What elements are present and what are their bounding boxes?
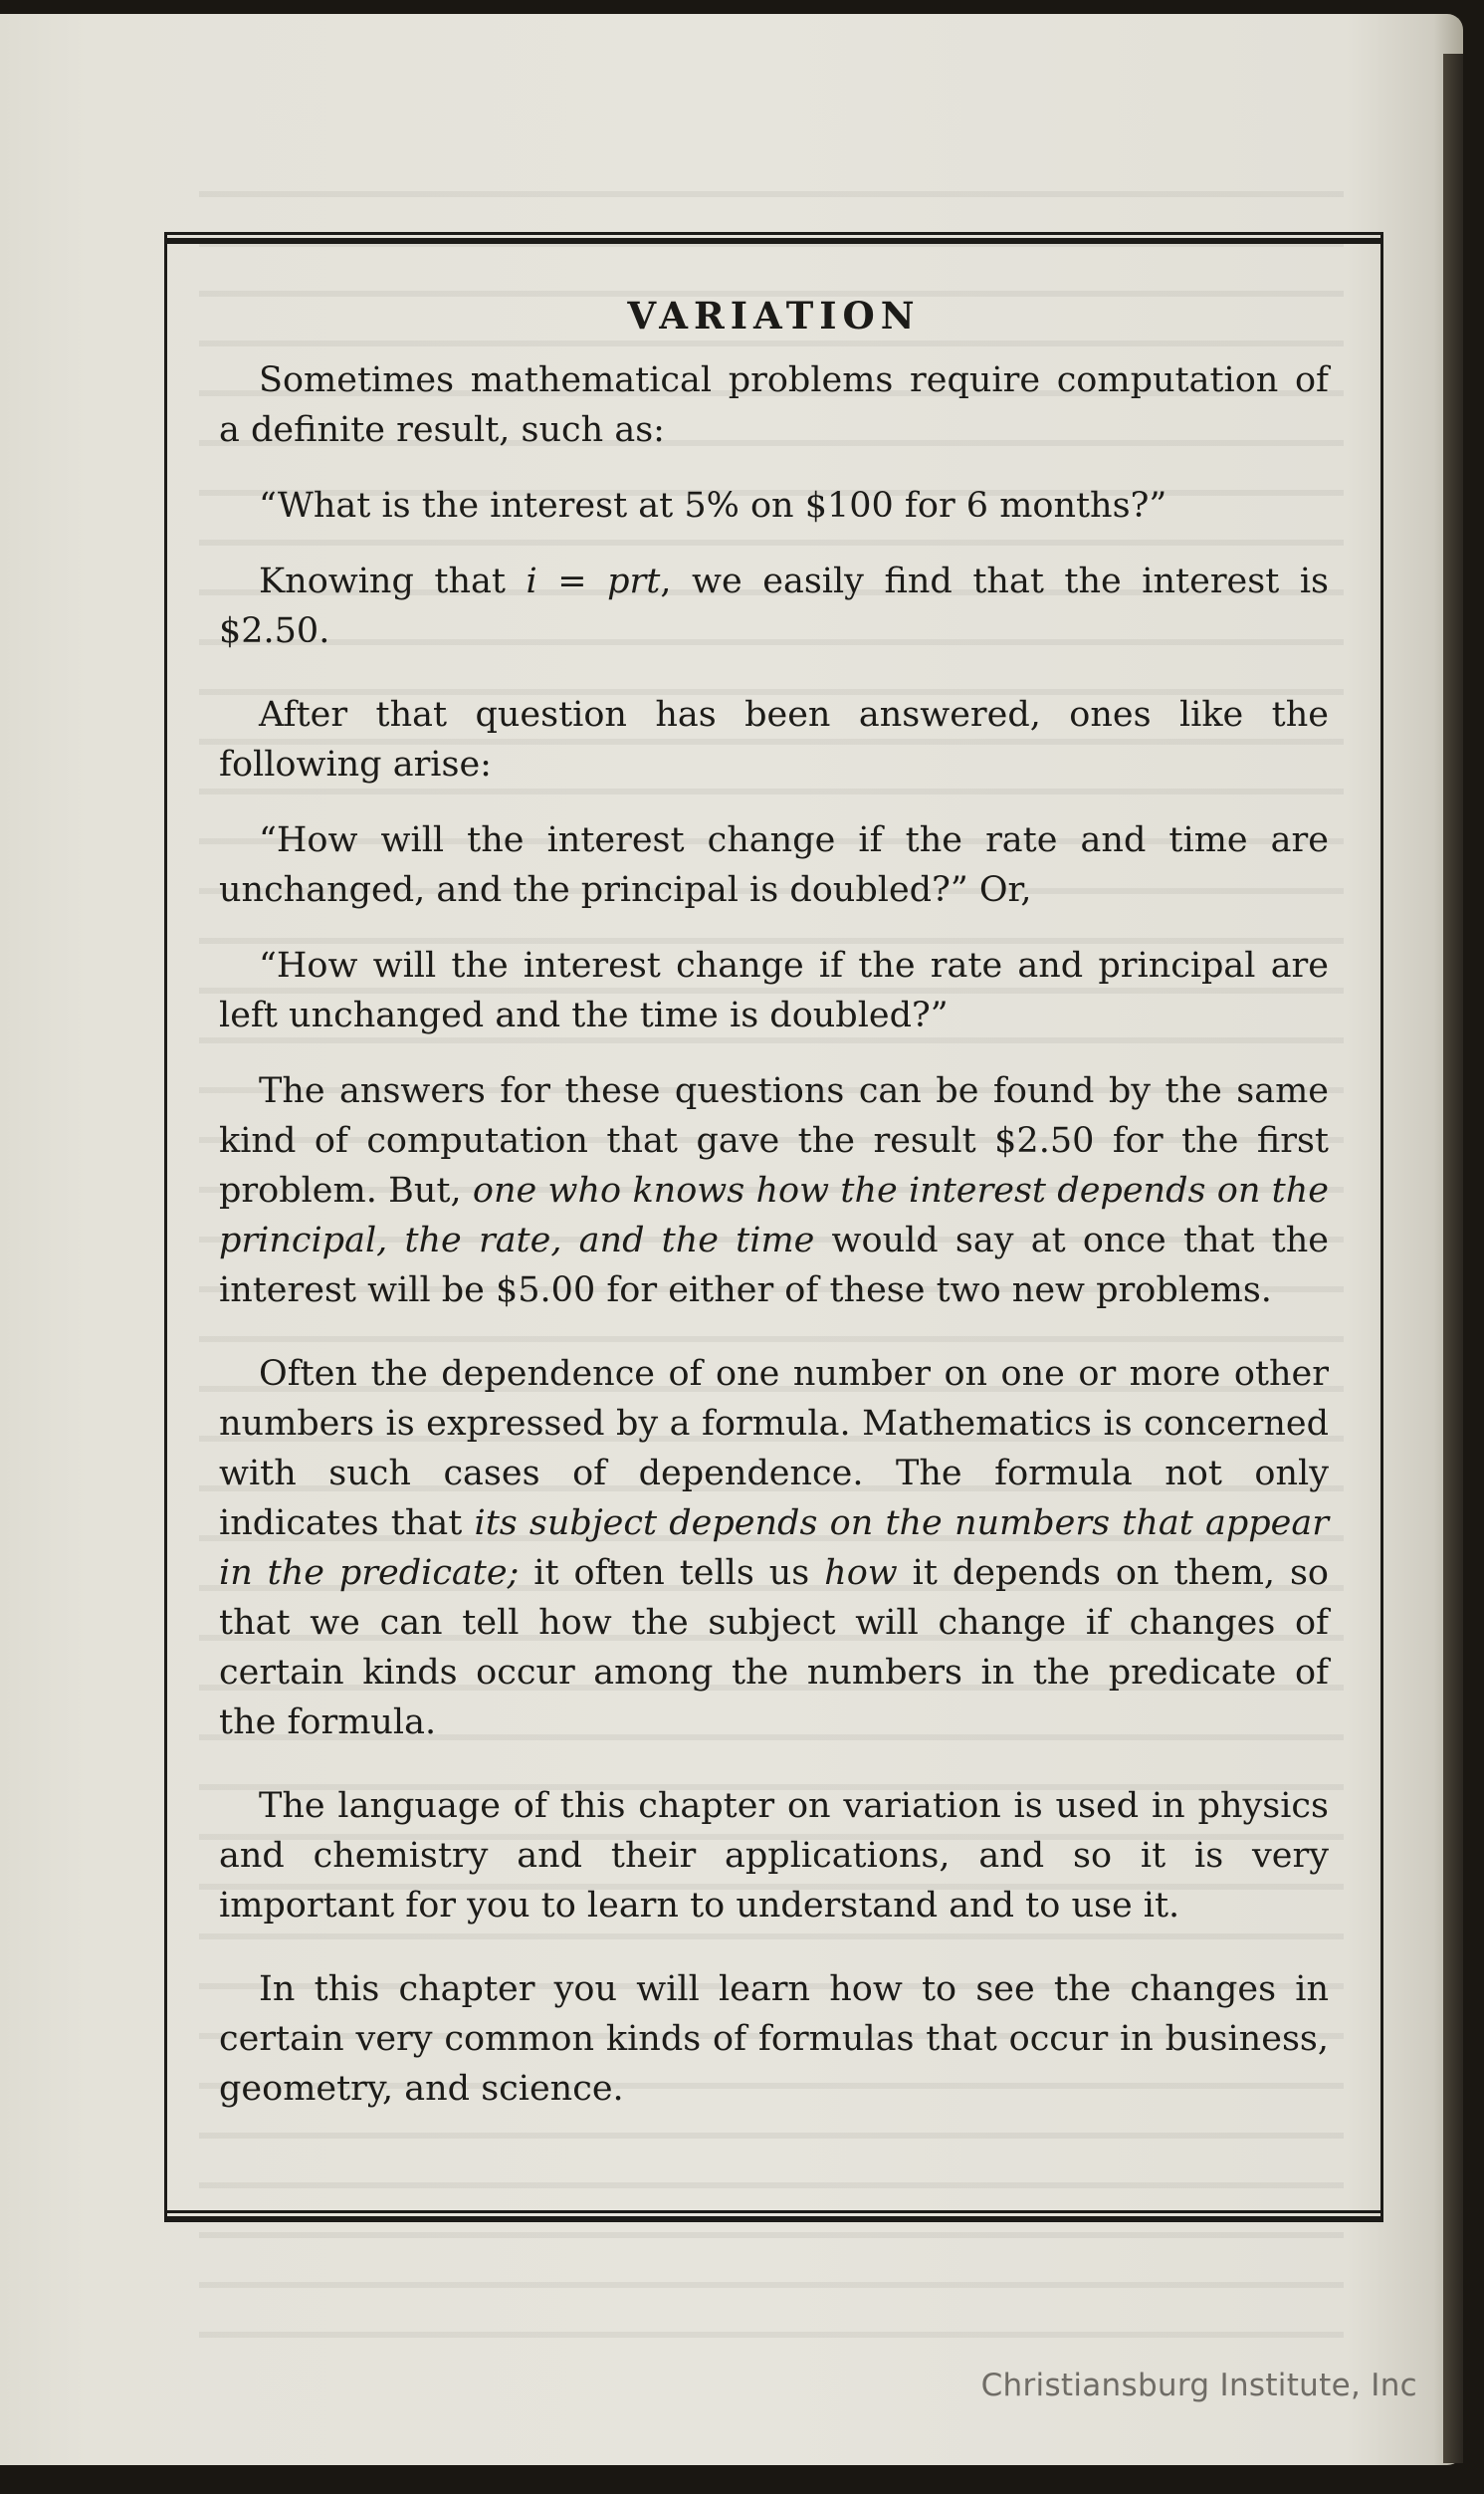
paragraph-question-1: “What is the interest at 5% on $100 for 6 months?” [259, 486, 1167, 526]
paragraph-follow-up: After that question has been answered, ones like the following arise: [219, 695, 1329, 785]
dependence-italic-1: its subject depends on the numbers that appear in the predicate; [219, 1503, 1329, 1593]
page-edge [1443, 54, 1463, 2463]
answers-text-2: would say at once that the interest will be $5.00 for either of these two new problems. [219, 1221, 1329, 1310]
top-double-rule [164, 232, 1383, 244]
answers-italic: one who knows how the interest depends on the principal, the rate, and the time [219, 1171, 1330, 1260]
frame-content [219, 294, 1329, 2140]
section-heading: VARIATION [627, 294, 921, 338]
formula-lead-text: Knowing that [259, 562, 527, 601]
dependence-text-2: it often tells us [519, 1553, 825, 1593]
watermark: Christiansburg Institute, Inc [980, 2368, 1417, 2403]
paragraph-intro: Sometimes mathematical problems require computation of a definite result, such as: [219, 360, 1329, 450]
dependence-text-3: it depends on them, so that we can tell how the subject will change if changes of certain kinds occur among the numbers in the predicate of the formula. [219, 1553, 1329, 1742]
formula-trail-text: , we easily find that the interest is $2.50. [219, 562, 1329, 651]
bottom-double-rule [164, 2210, 1383, 2222]
paragraph-formula [219, 557, 1329, 656]
paragraph-language: The language of this chapter on variation is used in physics and chemistry and their applications, and so it is very important for you to learn to understand and to use it. [219, 1786, 1329, 1926]
paragraph-question-2: “How will the interest change if the rate and time are unchanged, and the principal is doubled?” Or, [219, 820, 1329, 910]
paragraph-chapter: In this chapter you will learn how to see the changes in certain very common kinds of formulas that occur in business, geometry, and science. [219, 1969, 1329, 2109]
paragraph-question-3: “How will the interest change if the rate and principal are left unchanged and the time is doubled?” [219, 946, 1329, 1035]
dependence-italic-2: how [824, 1553, 898, 1593]
paragraph-answers [219, 1066, 1329, 1315]
answers-text-1: The answers for these questions can be found by the same kind of computation that gave the result $2.50 for the first problem. But, [219, 1071, 1329, 1211]
text-frame [164, 232, 1383, 2222]
dependence-text-1: Often the dependence of one number on one or more other numbers is expressed by a formula. Mathematics is concerned with such cases of dependence. The formula not only indicates that [219, 1354, 1329, 1543]
paragraph-dependence [219, 1349, 1329, 1747]
formula-text: i = prt [526, 562, 661, 601]
